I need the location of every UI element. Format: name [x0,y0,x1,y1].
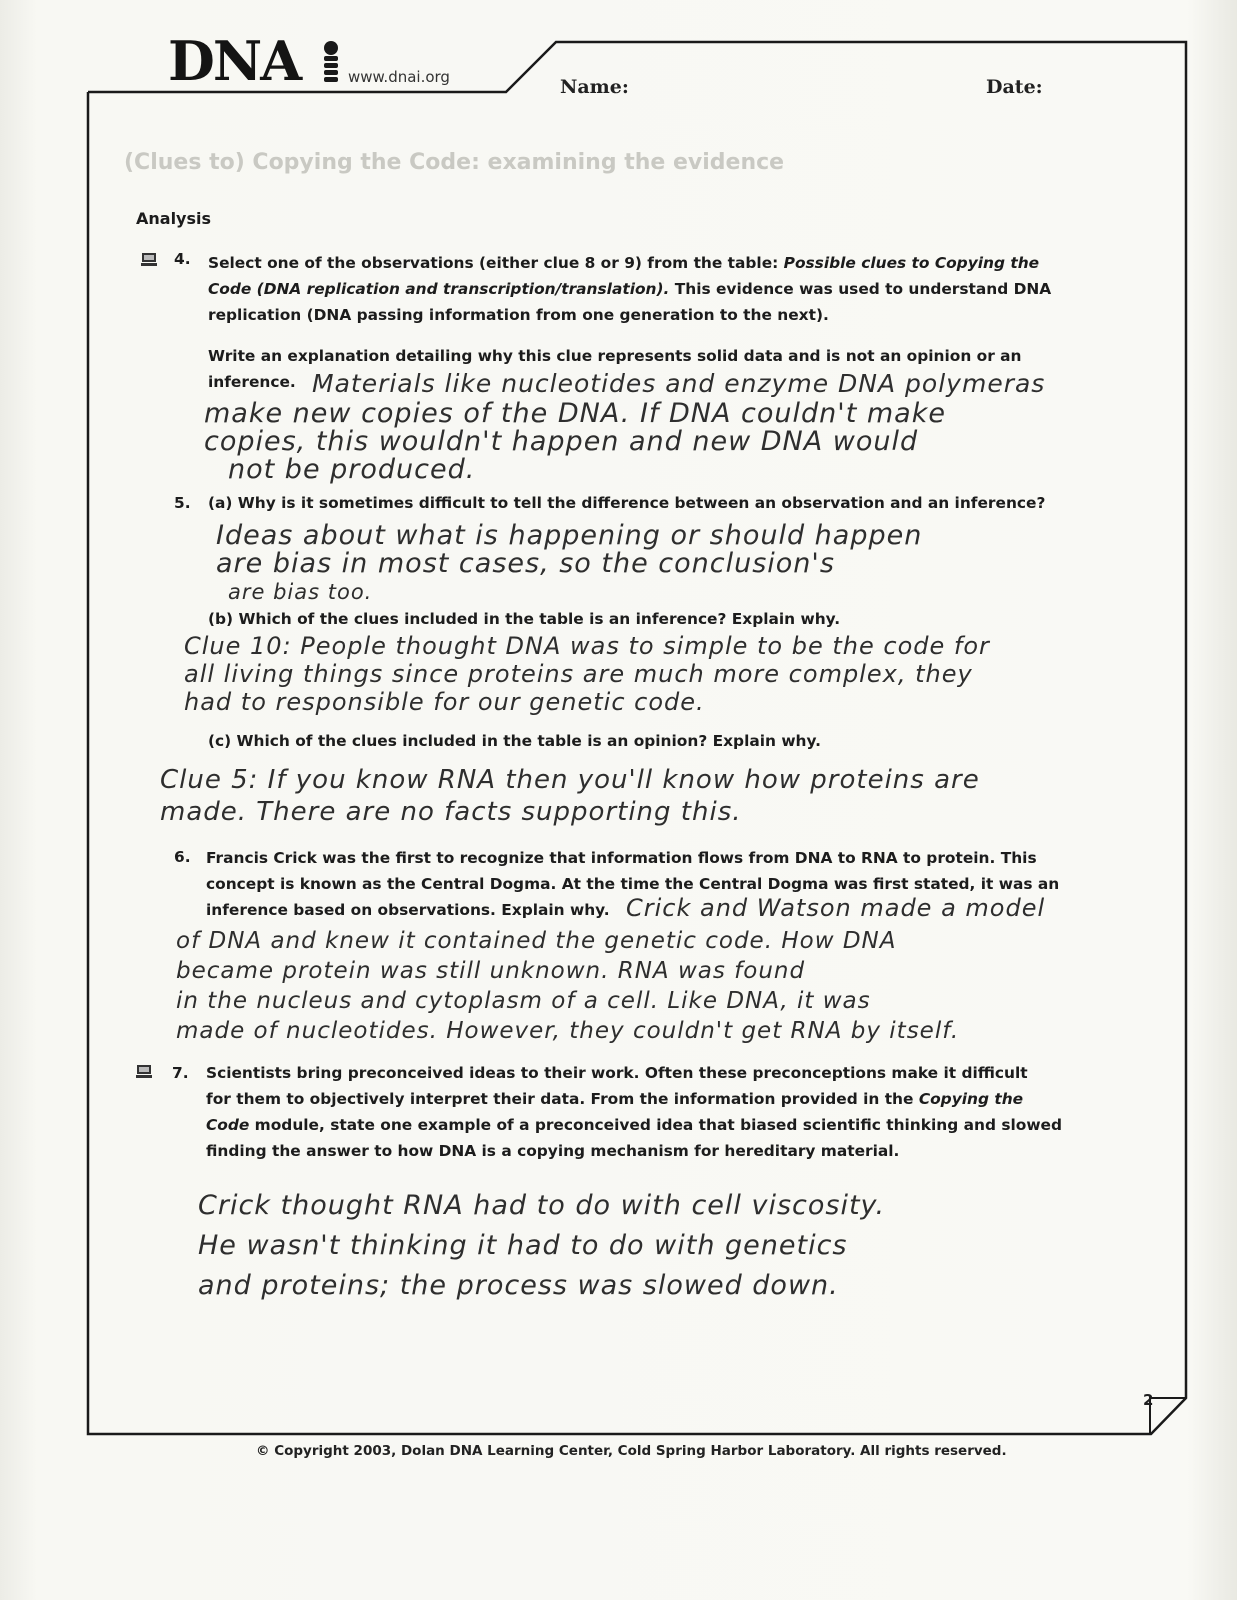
date-label: Date: [986,76,1043,98]
question-5a-answer: Ideas about what is happening or should happen are bias in most cases, so the conclusion's are bias too. [216,520,923,604]
question-5a-text: (a) Why is it sometimes difficult to tell the difference between an observation and an inference? [208,494,1046,512]
question-6-text: Francis Crick was the first to recognize that information flows from DNA to RNA to protein. This concept is known as the Central Dogma. At the time the Central Dogma was first stated, it was an inference based on observations. Explain why. [206,849,1060,919]
question-4-text: Select one of the observations (either clue 8 or 9) from the table: Possible clues to Copying the Code (DNA replication and transcription/translation). This evidence was used to understand DNA replication (DNA passing information from one generation to the next). [208,254,1052,324]
analysis-heading: Analysis [136,209,212,228]
question-4-answer: make new copies of the DNA. If DNA couldn't make copies, this wouldn't happen and new DNA would not be produced. [204,398,946,485]
question-5b-text: (b) Which of the clues included in the table is an inference? Explain why. [208,610,841,628]
website-url: www.dnai.org [348,68,450,86]
computer-icon [136,1064,152,1078]
name-label: Name: [560,76,629,98]
dnai-logo: DNA [168,29,301,93]
question-4-prompt: Write an explanation detailing why this clue represents solid data and is not an opinion or an inference. [208,347,1022,391]
question-5b-answer: Clue 10: People thought DNA was to simple to be the code for all living things since proteins are much more complex, they had to responsible for our genetic code. [184,632,990,716]
question-5c-answer: Clue 5: If you know RNA then you'll know how proteins are made. There are no facts supporting this. [160,765,980,827]
faded-title: (Clues to) Copying the Code: examining the evidence [124,150,785,175]
question-6-number: 6. [174,848,191,866]
question-4-answer-line-1: Materials like nucleotides and enzyme DNA polymeras [312,369,1046,398]
computer-icon [141,252,157,266]
question-6-answer: of DNA and knew it contained the genetic code. How DNA became protein was still unknown. RNA was found in the nucleus and cytoplasm of a cell. Like DNA, it was made of nucleotides. However, they couldn't get RNA by itself. [176,928,960,1044]
question-6-answer-line-1: Crick and Watson made a model [626,894,1046,922]
dna-helix-icon [322,40,340,84]
question-7-number: 7. [172,1064,189,1082]
question-4-number: 4. [174,250,191,268]
question-7-text: Scientists bring preconceived ideas to their work. Often these preconceptions make it difficult for them to objectively interpret their data. From the information provided in the Copying the Code module, state one example of a preconceived idea that biased scientific thinking and slowed finding the answer to how DNA is a copying mechanism for hereditary material. [206,1064,1063,1160]
question-7-answer: Crick thought RNA had to do with cell viscosity. He wasn't thinking it had to do with genetics and proteins; the process was slowed down. [198,1190,886,1301]
question-5c-text: (c) Which of the clues included in the table is an opinion? Explain why. [208,732,821,750]
copyright-notice: © Copyright 2003, Dolan DNA Learning Center, Cold Spring Harbor Laboratory. All rights reserved. [256,1443,1007,1459]
page-number: 2 [1143,1391,1154,1409]
question-5-number: 5. [174,494,191,512]
